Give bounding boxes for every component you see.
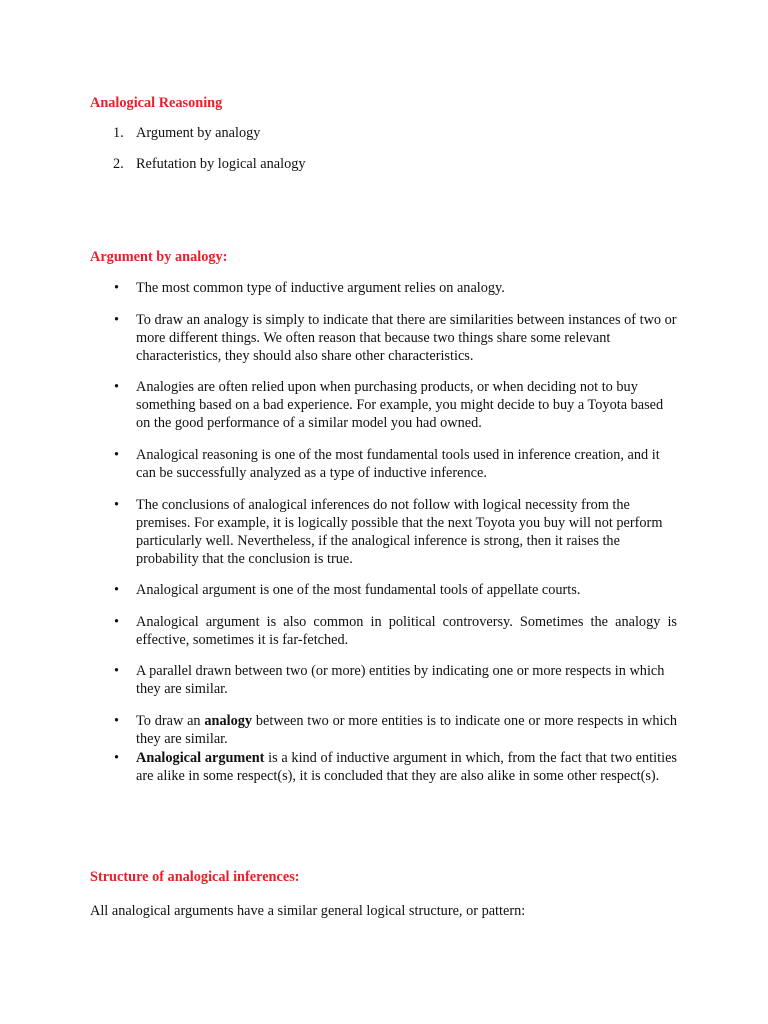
bullet-item: • The most common type of inductive argument relies on analogy. bbox=[136, 279, 677, 297]
list-number: 1. bbox=[113, 125, 124, 141]
bullet-item: • The conclusions of analogical inferences do not follow with logical necessity from the premises. For example, it is logically possible that the next Toyota you buy will not perform particularly well. Nevertheless, if the analogical inference is strong, then it raises the probability that the conclusion is true. bbox=[136, 496, 677, 568]
heading-structure: Structure of analogical inferences: bbox=[90, 869, 300, 885]
paragraph: All analogical arguments have a similar general logical structure, or pattern: bbox=[90, 903, 526, 919]
bullet-item bbox=[136, 712, 677, 748]
list-number: 2. bbox=[113, 156, 124, 172]
text: To draw an bbox=[136, 713, 205, 729]
bullet-item: • Analogical argument is also common in political controversy. Sometimes the analogy is effective, sometimes it is far-fetched. bbox=[136, 613, 677, 649]
text: between two or more entities is to indicate one or more respects in which they are similar. bbox=[136, 713, 677, 747]
bullet-item bbox=[136, 749, 677, 785]
bullet-item: • Analogical argument is one of the most fundamental tools of appellate courts. bbox=[136, 581, 677, 599]
bullet-item: • A parallel drawn between two (or more) entities by indicating one or more respects in which they are similar. bbox=[136, 662, 677, 698]
list-item bbox=[113, 155, 306, 173]
list-text: Argument by analogy bbox=[136, 125, 261, 141]
text: is a kind of inductive argument in which, from the fact that two entities are alike in some respect(s), it is concluded that they are also alike in some other respect(s). bbox=[136, 750, 677, 784]
bullet-item: • Analogical reasoning is one of the most fundamental tools used in inference creation, and it can be successfully analyzed as a type of inductive inference. bbox=[136, 446, 677, 482]
list-text: Refutation by logical analogy bbox=[136, 156, 306, 172]
bullet-item: • To draw an analogy is simply to indicate that there are similarities between instances of two or more different things. We often reason that because two things share some relevant characteristics, they should also share other characteristics. bbox=[136, 311, 677, 365]
bullet-item: • Analogies are often relied upon when purchasing products, or when deciding not to buy something based on a bad experience. For example, you might decide to buy a Toyota based on the good performance of a similar model you had owned. bbox=[136, 378, 677, 432]
bold-term: Analogical argument bbox=[136, 750, 265, 766]
heading-argument-by-analogy: Argument by analogy: bbox=[90, 249, 228, 265]
bold-term: analogy bbox=[204, 713, 253, 729]
list-item bbox=[113, 124, 260, 142]
heading-analogical-reasoning: Analogical Reasoning bbox=[90, 95, 223, 111]
